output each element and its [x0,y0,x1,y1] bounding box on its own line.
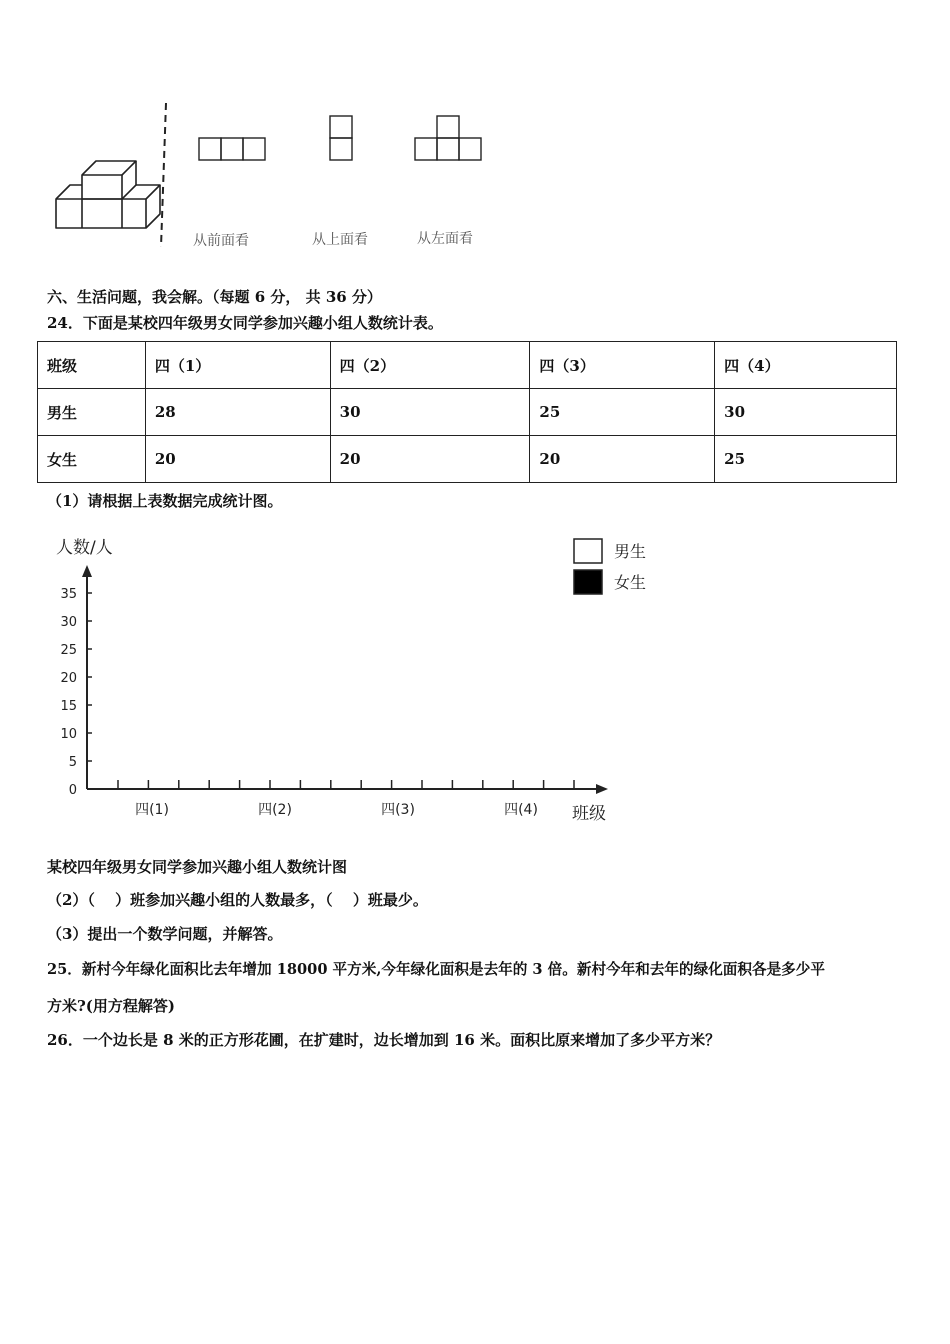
q24-part2: （2）（ ）班参加兴趣小组的人数最多，（ ）班最少。 [47,891,428,909]
legend-label: 女生 [614,573,647,592]
table-row [38,389,897,436]
front-view-caption: 从前面看 [193,233,249,249]
table-cell: 男生 [38,389,146,436]
table-cell: 班级 [38,342,146,389]
category-label: 四(2) [258,802,292,818]
category-label: 四(3) [381,802,415,818]
y-tick-label: 10 [60,727,77,742]
y-tick-label: 25 [60,643,77,658]
q25-line2: 方米?(用方程解答) [47,997,175,1015]
q24-part1: （1）请根据上表数据完成统计图。 [47,492,283,510]
q24-stem: 24．下面是某校四年级男女同学参加兴趣小组人数统计表。 [47,314,443,332]
table-cell: 30 [715,389,897,436]
y-axis-arrow [82,565,92,577]
y-tick-label: 30 [60,615,77,630]
bar-chart-template [40,525,647,835]
table-cell: 女生 [38,436,146,483]
q25-line1: 25．新村今年绿化面积比去年增加 18000 平方米,今年绿化面积是去年的 3 倍。新村今年和去年的绿化面积各是多少平 [47,961,825,978]
y-tick-label: 35 [60,587,77,602]
table-cell: 20 [145,436,330,483]
top-view-caption: 从上面看 [312,232,368,248]
front-view-drawing [199,138,265,160]
left-view-drawing [415,116,481,160]
y-tick-label: 5 [68,755,77,770]
table-header-row [38,342,897,389]
table-cell: 30 [330,389,530,436]
table-cell: 20 [530,436,715,483]
top-view-drawing [330,116,352,160]
table-cell: 四（2） [330,342,530,389]
y-axis-label: 人数/人 [56,538,113,558]
table-cell: 28 [145,389,330,436]
table-cell: 四（1） [145,342,330,389]
legend-swatch [574,539,602,563]
category-label: 四(4) [504,802,538,818]
x-axis-label: 班级 [572,804,606,824]
dashed-divider [161,103,166,247]
table-cell: 四（3） [530,342,715,389]
x-axis-arrow [596,784,608,794]
table-cell: 20 [330,436,530,483]
table-cell: 四（4） [715,342,897,389]
category-label: 四(1) [135,802,169,818]
cube-stack-drawing [56,161,160,228]
chart-title: 某校四年级男女同学参加兴趣小组人数统计图 [47,858,348,876]
y-tick-label: 15 [60,699,77,714]
left-view-caption: 从左面看 [417,231,473,247]
legend-label: 男生 [614,542,647,561]
table-cell: 25 [530,389,715,436]
q26-text: 26．一个边长是 8 米的正方形花圃，在扩建时，边长增加到 16 米。面积比原来增加了多少平方米？ [47,1031,721,1049]
q24-part3: （3）提出一个数学问题，并解答。 [47,925,283,943]
y-tick-label: 0 [68,783,77,798]
table-cell: 25 [715,436,897,483]
table-row [38,436,897,483]
legend-swatch [574,570,602,594]
y-tick-label: 20 [60,671,77,686]
section-six-heading: 六、生活问题，我会解。（每题 6 分， 共 36 分） [47,288,382,306]
stats-table [37,341,897,483]
